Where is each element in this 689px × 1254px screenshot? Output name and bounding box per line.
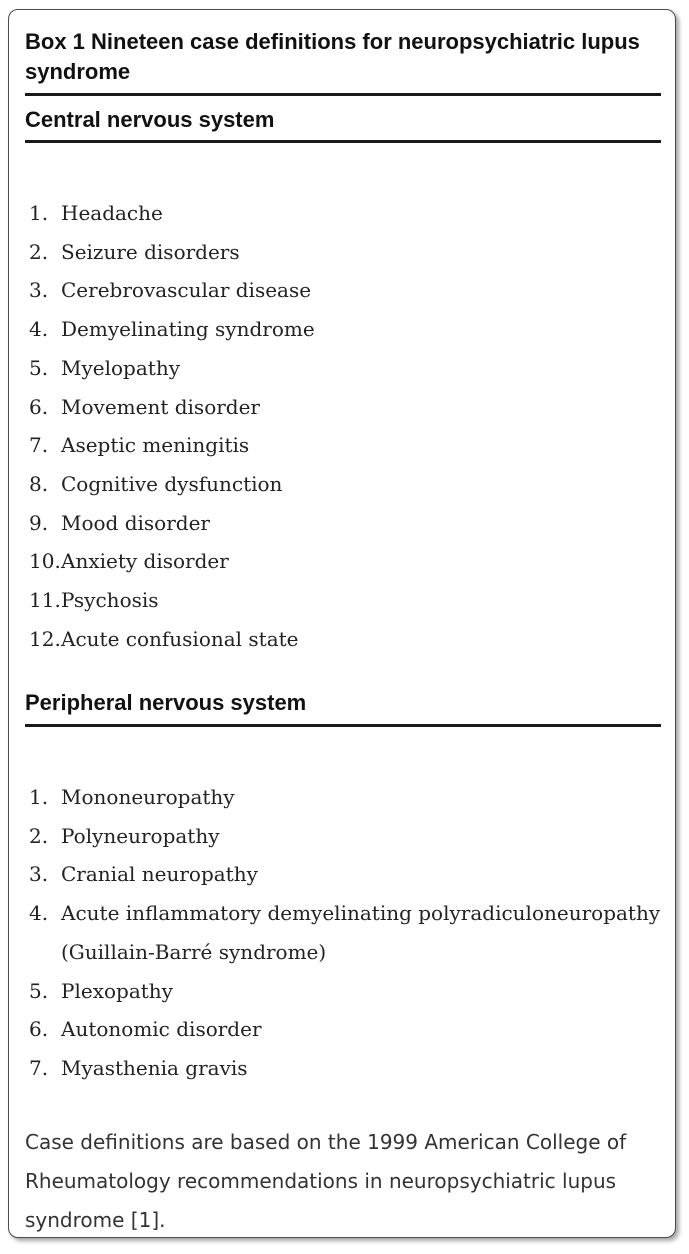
item-text: Mononeuropathy	[61, 785, 235, 809]
list-item	[29, 310, 315, 349]
item-text: Acute inflammatory demyelinating polyradiculoneuropathy (Guillain-Barré syndrome)	[61, 901, 661, 964]
item-number: 1.	[29, 201, 49, 225]
item-number: 7.	[29, 1055, 49, 1080]
item-number: 5.	[29, 355, 49, 380]
item-text: Seizure disorders	[61, 239, 240, 264]
list-item	[29, 388, 315, 427]
item-text: Movement disorder	[61, 394, 260, 419]
item-number: 11.	[29, 588, 61, 613]
list-item	[29, 778, 671, 817]
list-item	[29, 426, 315, 465]
item-text: Mood disorder	[61, 510, 210, 535]
item-number: 8.	[29, 471, 49, 496]
item-number: 5.	[29, 978, 49, 1003]
text-box	[8, 9, 676, 1238]
title-rule	[25, 93, 661, 96]
item-text: Demyelinating syndrome	[61, 317, 315, 342]
item-text: Myelopathy	[61, 355, 180, 380]
item-number: 7.	[29, 433, 49, 458]
item-text: Psychosis	[61, 588, 159, 613]
item-text: Myasthenia gravis	[61, 1055, 248, 1080]
item-number: 3.	[29, 278, 49, 303]
list-item	[29, 855, 671, 894]
item-number: 10.	[29, 549, 61, 574]
box-title: Box 1 Nineteen case definitions for neuropsychiatric lupus syndrome	[25, 29, 640, 84]
item-text: Cerebrovascular disease	[61, 278, 312, 303]
item-text: Cognitive dysfunction	[61, 471, 283, 496]
item-number: 1.	[29, 785, 49, 809]
list-item	[29, 972, 671, 1011]
item-number: 6.	[29, 1017, 49, 1042]
item-number: 12.	[29, 626, 61, 651]
central-heading: Central nervous system	[25, 107, 275, 132]
central-list	[29, 194, 315, 658]
list-item	[29, 194, 315, 233]
list-item	[29, 233, 315, 272]
item-number: 3.	[29, 862, 49, 887]
item-number: 2.	[29, 823, 49, 848]
list-item	[29, 1010, 671, 1049]
peripheral-list	[29, 778, 671, 1088]
item-text: Anxiety disorder	[61, 549, 229, 574]
item-text: Headache	[61, 201, 163, 225]
list-item	[29, 581, 315, 620]
item-text: Autonomic disorder	[61, 1017, 262, 1042]
list-item	[29, 542, 315, 581]
list-item	[29, 504, 315, 543]
peripheral-heading: Peripheral nervous system	[25, 690, 307, 715]
item-text: Polyneuropathy	[61, 823, 220, 848]
item-number: 4.	[29, 317, 49, 342]
item-number: 9.	[29, 510, 49, 535]
list-item	[29, 271, 315, 310]
item-text: Plexopathy	[61, 978, 173, 1003]
item-text: Aseptic meningitis	[61, 433, 250, 458]
item-number: 4.	[29, 901, 49, 926]
item-text: Acute confusional state	[61, 626, 299, 651]
central-rule	[25, 140, 661, 143]
item-number: 6.	[29, 394, 49, 419]
item-number: 2.	[29, 239, 49, 264]
peripheral-rule	[25, 724, 661, 727]
list-item	[29, 465, 315, 504]
list-item	[29, 894, 671, 971]
list-item	[29, 1049, 671, 1088]
item-text: Cranial neuropathy	[61, 862, 258, 887]
footnote: Case definitions are based on the 1999 American College of Rheumatology recommendations in neuropsychiatric lupus syndrome [1].	[25, 1130, 627, 1232]
list-item	[29, 620, 315, 659]
list-item	[29, 349, 315, 388]
list-item	[29, 817, 671, 856]
